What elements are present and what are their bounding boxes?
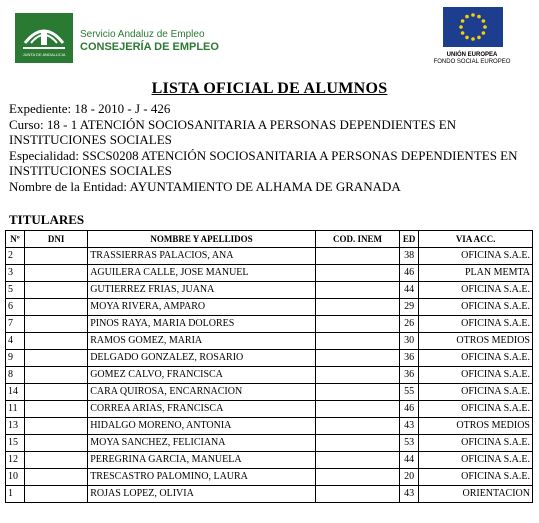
cell-ed: 44 (400, 282, 419, 299)
table-row (6, 350, 533, 367)
cell-num: 1 (6, 486, 25, 503)
cell-ed: 26 (400, 316, 419, 333)
cell-via-acc: OFICINA S.A.E. (419, 384, 533, 401)
table-row (6, 265, 533, 282)
cell-name: DELGADO GONZALEZ, ROSARIO (88, 350, 316, 367)
table-row (6, 452, 533, 469)
cell-num: 5 (6, 282, 25, 299)
cell-name: PEREGRINA GARCIA, MANUELA (88, 452, 316, 469)
cell-name: MOYA SANCHEZ, FELICIANA (88, 435, 316, 452)
cell-cod-inem (315, 248, 399, 265)
table-row (6, 469, 533, 486)
table-row (6, 418, 533, 435)
table-row (6, 248, 533, 265)
cell-ed: 53 (400, 435, 419, 452)
eu-caption (415, 52, 529, 66)
cell-name: HIDALGO MORENO, ANTONIA (88, 418, 316, 435)
cell-name: ROJAS LOPEZ, OLIVIA (88, 486, 316, 503)
students-table (5, 230, 533, 503)
cell-ed: 20 (400, 469, 419, 486)
cell-ed: 30 (400, 333, 419, 350)
cell-cod-inem (315, 367, 399, 384)
cell-dni (24, 316, 87, 333)
cell-cod-inem (315, 316, 399, 333)
cell-num: 2 (6, 248, 25, 265)
document-title: LISTA OFICIAL DE ALUMNOS (151, 80, 388, 97)
cell-num: 13 (6, 418, 25, 435)
header-name: NOMBRE Y APELLIDOS (88, 231, 316, 248)
cell-name: GOMEZ CALVO, FRANCISCA (88, 367, 316, 384)
cell-dni (24, 333, 87, 350)
cell-ed: 36 (400, 350, 419, 367)
cell-num: 9 (6, 350, 25, 367)
table-header-row (6, 231, 533, 248)
cell-num: 11 (6, 401, 25, 418)
cell-cod-inem (315, 282, 399, 299)
cell-ed: 43 (400, 418, 419, 435)
cell-name: RAMOS GOMEZ, MARIA (88, 333, 316, 350)
cell-via-acc: OFICINA S.A.E. (419, 299, 533, 316)
cell-cod-inem (315, 265, 399, 282)
cell-name: TRESCASTRO PALOMINO, LAURA (88, 469, 316, 486)
header-via-acc: VIA ACC. (419, 231, 533, 248)
cell-dni (24, 486, 87, 503)
cell-dni (24, 418, 87, 435)
eu-caption-line2: FONDO SOCIAL EUROPEO (433, 59, 511, 65)
cell-via-acc: OFICINA S.A.E. (419, 282, 533, 299)
cell-cod-inem (315, 401, 399, 418)
agency-name-line2: CONSEJERÍA DE EMPLEO (80, 41, 219, 53)
cell-num: 3 (6, 265, 25, 282)
cell-via-acc: OTROS MEDIOS (419, 333, 533, 350)
cell-dni (24, 350, 87, 367)
header-dni: DNI (24, 231, 87, 248)
cell-dni (24, 384, 87, 401)
cell-via-acc: PLAN MEMTA (419, 265, 533, 282)
header-cod-inem: COD. INEM (315, 231, 399, 248)
cell-num: 8 (6, 367, 25, 384)
cell-num: 6 (6, 299, 25, 316)
cell-cod-inem (315, 384, 399, 401)
table-body (6, 248, 533, 503)
cell-cod-inem (315, 350, 399, 367)
cell-ed: 43 (400, 486, 419, 503)
cell-dni (24, 265, 87, 282)
header-num: Nº (6, 231, 25, 248)
entidad-line: Nombre de la Entidad: AYUNTAMIENTO DE ALHAMA DE GRANADA (9, 178, 401, 194)
section-label-titulares: TITULARES (9, 212, 85, 227)
table-header (6, 231, 533, 248)
table-row (6, 486, 533, 503)
table-row (6, 316, 533, 333)
cell-dni (24, 435, 87, 452)
table-row (6, 384, 533, 401)
cell-dni (24, 401, 87, 418)
cell-name: CORREA ARIAS, FRANCISCA (88, 401, 316, 418)
cell-cod-inem (315, 452, 399, 469)
cell-cod-inem (315, 299, 399, 316)
eu-caption-line1: UNIÓN EUROPEA (446, 52, 498, 58)
cell-dni (24, 367, 87, 384)
cell-dni (24, 282, 87, 299)
cell-num: 10 (6, 469, 25, 486)
cell-num: 14 (6, 384, 25, 401)
cell-ed: 46 (400, 265, 419, 282)
document-header (0, 0, 539, 80)
cell-name: TRASSIERRAS PALACIOS, ANA (88, 248, 316, 265)
eu-flag-graphic (443, 7, 503, 47)
table-row (6, 401, 533, 418)
cell-num: 7 (6, 316, 25, 333)
cell-via-acc: OFICINA S.A.E. (419, 469, 533, 486)
cell-ed: 38 (400, 248, 419, 265)
cell-cod-inem (315, 486, 399, 503)
cell-cod-inem (315, 333, 399, 350)
cell-cod-inem (315, 418, 399, 435)
cell-via-acc: OFICINA S.A.E. (419, 367, 533, 384)
cell-name: PINOS RAYA, MARIA DOLORES (88, 316, 316, 333)
cell-num: 4 (6, 333, 25, 350)
curso-line: Curso: 18 - 1 ATENCIÓN SOCIOSANITARIA A PERSONAS DEPENDIENTES EN INSTITUCIONES SOCIALES (9, 116, 457, 147)
agency-logo-caption: JUNTA DE ANDALUCIA (22, 52, 66, 57)
expediente-line: Expediente: 18 - 2010 - J - 426 (9, 101, 171, 116)
table-row (6, 299, 533, 316)
table-row (6, 333, 533, 350)
cell-via-acc: OFICINA S.A.E. (419, 350, 533, 367)
cell-via-acc: OFICINA S.A.E. (419, 316, 533, 333)
eu-flag-icon (443, 7, 503, 47)
table-row (6, 435, 533, 452)
agency-name (80, 28, 219, 54)
course-info (9, 101, 535, 194)
cell-via-acc: OFICINA S.A.E. (419, 248, 533, 265)
cell-ed: 46 (400, 401, 419, 418)
cell-dni (24, 452, 87, 469)
cell-num: 15 (6, 435, 25, 452)
cell-name: MOYA RIVERA, AMPARO (88, 299, 316, 316)
cell-ed: 44 (400, 452, 419, 469)
agency-name-line1: Servicio Andaluz de Empleo (80, 29, 205, 40)
cell-ed: 29 (400, 299, 419, 316)
header-ed: ED (400, 231, 419, 248)
cell-via-acc: ORIENTACION (419, 486, 533, 503)
cell-dni (24, 469, 87, 486)
cell-name: CARA QUIROSA, ENCARNACION (88, 384, 316, 401)
table-row (6, 367, 533, 384)
cell-via-acc: OTROS MEDIOS (419, 418, 533, 435)
cell-name: GUTIERREZ FRIAS, JUANA (88, 282, 316, 299)
cell-name: AGUILERA CALLE, JOSE MANUEL (88, 265, 316, 282)
cell-ed: 36 (400, 367, 419, 384)
especialidad-line: Especialidad: SSCS0208 ATENCIÓN SOCIOSANITARIA A PERSONAS DEPENDIENTES EN INSTITUCIONES SOCIALES (9, 147, 518, 178)
cell-ed: 55 (400, 384, 419, 401)
cell-cod-inem (315, 435, 399, 452)
cell-dni (24, 299, 87, 316)
cell-cod-inem (315, 469, 399, 486)
cell-via-acc: OFICINA S.A.E. (419, 435, 533, 452)
cell-num: 12 (6, 452, 25, 469)
cell-dni (24, 248, 87, 265)
cell-via-acc: OFICINA S.A.E. (419, 401, 533, 418)
table-row (6, 282, 533, 299)
cell-via-acc: OFICINA S.A.E. (419, 452, 533, 469)
